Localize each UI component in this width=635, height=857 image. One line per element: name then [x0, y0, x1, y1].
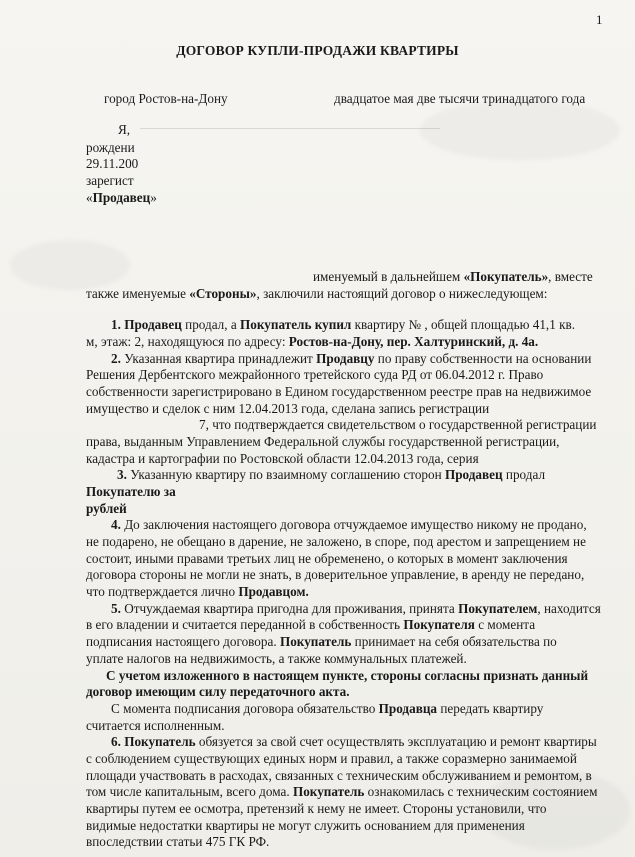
seller-term: Продавец: [92, 189, 151, 205]
clause-2-line-5: 7, что подтверждается свидетельством о государственной регистрации: [199, 417, 597, 433]
scan-smudge: [420, 100, 620, 160]
clause-2-line-1: 2. Указанная квартира принадлежит Продавцу по праву собственности на основании: [111, 350, 592, 366]
clause-3-line-2: Покупателю за: [86, 484, 176, 500]
intro-line-3: 29.11.200: [86, 156, 139, 172]
parties-term: «Стороны»: [189, 285, 257, 301]
intro-line-2: рождени: [86, 139, 135, 155]
clause-2-line-3: собственности зарегистрировано в Едином государственном реестре прав на недвижимое: [86, 383, 592, 399]
buyer-line-2: также именуемые «Стороны», заключили настоящий договор о нижеследующем:: [86, 285, 548, 301]
document-title: ДОГОВОР КУПЛИ-ПРОДАЖИ КВАРТИРЫ: [176, 43, 459, 58]
intro-line-5: «Продавец»: [86, 189, 157, 205]
clause-5-line-3: подписания настоящего договора. Покупатель принимает на себя обязательства по: [86, 634, 557, 650]
clause-3-line-1: 3. Указанную квартиру по взаимному соглашению сторон Продавец продал: [117, 467, 546, 483]
redacted-area: [140, 122, 440, 129]
clause-5-line-5: С учетом изложенного в настоящем пункте, стороны согласны признать данный: [106, 667, 589, 683]
buyer-term: «Покупатель»: [463, 269, 549, 285]
intro-line-4: зарегист: [86, 173, 134, 189]
clause-6-line-3: площади участвовать в расходах, связанных с техническим обслуживанием и ремонтом, в: [86, 767, 592, 783]
clause-2-line-7: кадастра и картографии по Ростовской области 12.04.2013 года, серия: [86, 450, 479, 466]
clause-4-line-1: 4. До заключения настоящего договора отчуждаемое имущество никому не продано,: [111, 517, 587, 533]
contract-date: двадцатое мая две тысячи тринадцатого года: [334, 91, 586, 106]
clause-6-line-4: том числе капитальным, всего дома. Покупатель ознакомилась с техническим состоянием: [86, 784, 598, 800]
scan-smudge: [10, 240, 130, 290]
clause-6-line-7: впоследствии статьи 475 ГК РФ.: [86, 834, 270, 850]
page-number: 1: [596, 12, 603, 27]
clause-3-line-3: рублей: [86, 500, 127, 516]
clause-5-line-1: 5. Отчуждаемая квартира пригодна для проживания, принята Покупателем, находится: [111, 600, 601, 616]
clause-6-line-1: 6. Покупатель обязуется за свой счет осуществлять эксплуатацию и ремонт квартиры: [111, 734, 597, 750]
clause-6-line-6: видимые недостатки квартиры не могут служить основанием для применения: [86, 817, 525, 833]
clause-4-line-3: состоит, иными правами третьих лиц не обременено, о которых в момент заключения: [86, 550, 568, 566]
clause-4-line-4: договора стороны не могли не знать, в доверительное управление, в аренду не передано,: [86, 567, 585, 583]
clause-5-line-2: в его владении и считается переданной в собственность Покупателя с момента: [86, 617, 536, 633]
clause-2-line-2: Решения Дербентского межрайонного третейского суда РД от 06.04.2012 г. Право: [86, 367, 544, 383]
buyer-line-1: именуемый в дальнейшем «Покупатель», вместе: [313, 269, 593, 285]
clause-1-line-1: 1. Продавец продал, а Покупатель купил квартиру № , общей площадью 41,1 кв.: [111, 317, 576, 333]
clause-6-line-2: с соблюдением существующих единых норм и правил, а также соразмерно занимаемой: [86, 750, 577, 766]
clause-4-line-5: что подтверждается лично Продавцом.: [86, 584, 309, 600]
clause-2-line-4: имущество и сделок с ним 12.04.2013 года, сделана запись регистрации: [86, 400, 490, 416]
clause-5-line-4: уплате налогов на недвижимость, а также коммунальных платежей.: [86, 650, 467, 666]
clause-5-line-6: договор имеющим силу передаточного акта.: [86, 684, 350, 700]
intro-line-1: Я,: [118, 122, 131, 137]
clause-5-line-7: С момента подписания договора обязательство Продавца передать квартиру: [111, 700, 544, 716]
clause-6-line-5: квартиры путем ее осмотра, претензий к нему не имеет. Стороны установили, что: [86, 800, 547, 816]
city: город Ростов-на-Дону: [104, 91, 228, 106]
clause-1-line-2: м, этаж: 2, находящуюся по адресу: Ростов-на-Дону, пер. Халтуринский, д. 4а.: [86, 333, 539, 349]
clause-2-line-6: права, выданным Управлением Федеральной службы государственной регистрации,: [86, 434, 560, 449]
clause-5-line-8: считается исполненным.: [86, 717, 225, 733]
property-address: Ростов-на-Дону, пер. Халтуринский, д. 4а.: [288, 333, 539, 349]
clause-4-line-2: не подарено, не обещано в дарение, не заложено, в споре, под арестом и запрещением не: [86, 534, 586, 550]
